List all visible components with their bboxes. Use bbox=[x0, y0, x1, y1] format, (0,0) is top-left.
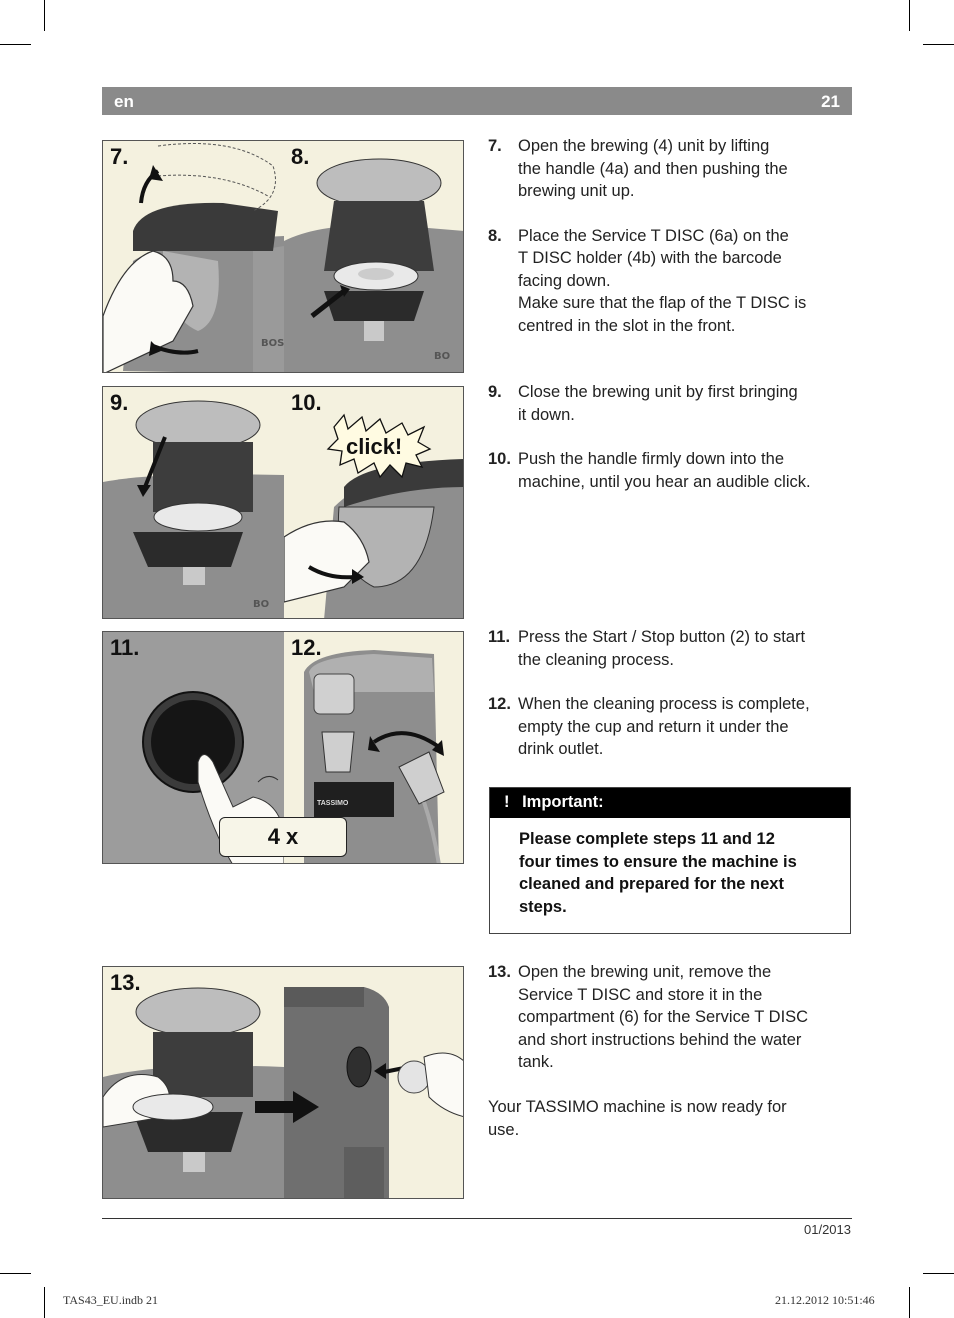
step-number: 10. bbox=[488, 450, 511, 468]
step-text-line: empty the cup and return it under the bbox=[518, 717, 789, 736]
illustration-step-9 bbox=[103, 387, 285, 618]
step-11 bbox=[488, 626, 854, 671]
machine-brand-label: TASSIMO bbox=[317, 800, 349, 807]
crop-mark bbox=[923, 44, 954, 45]
svg-text:BO: BO bbox=[434, 351, 451, 362]
step-text-line: the cleaning process. bbox=[518, 650, 674, 669]
steps-9-10 bbox=[488, 381, 854, 493]
illustration-panel-11-12 bbox=[102, 631, 464, 864]
illustration-panel-9-10 bbox=[102, 386, 464, 619]
step-label-9: 9. bbox=[110, 390, 129, 415]
important-line: steps. bbox=[519, 897, 567, 916]
step-7 bbox=[488, 135, 854, 203]
closing-line: Your TASSIMO machine is now ready for bbox=[488, 1098, 787, 1116]
step-text-line: Close the brewing unit by first bringing bbox=[518, 383, 798, 401]
important-mark: ! bbox=[504, 793, 510, 811]
important-line: Please complete steps 11 and 12 bbox=[519, 830, 775, 848]
step-text-line: compartment (6) for the Service T DISC bbox=[518, 1008, 809, 1026]
print-slug-file: TAS43_EU.indb 21 bbox=[63, 1293, 159, 1307]
step-number: 7. bbox=[488, 137, 502, 155]
step-number: 11. bbox=[488, 628, 511, 646]
step-number: 12. bbox=[488, 695, 511, 713]
step-number: 9. bbox=[488, 383, 502, 401]
step-text-line: Push the handle firmly down into the bbox=[518, 450, 784, 468]
steps-11-12 bbox=[488, 626, 854, 761]
page-header bbox=[102, 87, 852, 115]
step-text-line: Service T DISC and store it in the bbox=[518, 985, 763, 1004]
step-text-line: Make sure that the flap of the T DISC is bbox=[518, 294, 807, 312]
crop-mark bbox=[909, 1287, 910, 1318]
svg-text:BOS: BOS bbox=[261, 338, 284, 349]
crop-mark bbox=[909, 0, 910, 31]
arrow-right-icon bbox=[253, 1087, 323, 1127]
important-body bbox=[519, 828, 844, 918]
step-label-10: 10. bbox=[291, 390, 322, 415]
click-callout: click! bbox=[346, 434, 403, 459]
step-12 bbox=[488, 693, 854, 761]
step-label-7: 7. bbox=[110, 144, 129, 169]
step-text-line: Place the Service T DISC (6a) on the bbox=[518, 226, 789, 245]
edition-date: 01/2013 bbox=[804, 1222, 851, 1237]
illustration-panel-7-8 bbox=[102, 140, 464, 373]
step-label-11: 11. bbox=[110, 635, 140, 660]
step-text-line: tank. bbox=[518, 1053, 554, 1071]
illustration-step-7 bbox=[103, 141, 285, 372]
step-text-line: When the cleaning process is complete, bbox=[518, 695, 810, 713]
illustration-step-8 bbox=[284, 141, 464, 372]
illustration-panel-13 bbox=[102, 966, 464, 1199]
step-text-line: Open the brewing unit, remove the bbox=[518, 963, 772, 981]
page-number: 21 bbox=[821, 92, 840, 111]
footer-rule bbox=[102, 1218, 852, 1219]
crop-mark bbox=[923, 1273, 954, 1274]
step-13 bbox=[488, 961, 854, 1074]
svg-text:BO: BO bbox=[253, 599, 270, 610]
illustration-step-13-storage bbox=[284, 967, 464, 1198]
step-text-line: centred in the slot in the front. bbox=[518, 316, 736, 335]
step-text-line: Open the brewing (4) unit by lifting bbox=[518, 137, 770, 155]
step-text-line: Press the Start / Stop button (2) to start bbox=[518, 628, 806, 646]
closing-text bbox=[488, 1096, 848, 1141]
crop-mark bbox=[0, 44, 31, 45]
step-10 bbox=[488, 448, 854, 493]
step-label-12: 12. bbox=[291, 635, 322, 660]
step-text-line: T DISC holder (4b) with the barcode bbox=[518, 249, 782, 267]
closing-line: use. bbox=[488, 1120, 520, 1139]
illustration-step-10 bbox=[284, 387, 464, 618]
step-text-line: machine, until you hear an audible click. bbox=[518, 472, 811, 491]
crop-mark bbox=[44, 1287, 45, 1318]
step-text-line: facing down. bbox=[518, 271, 611, 290]
step-label-13: 13. bbox=[110, 970, 141, 995]
crop-mark bbox=[44, 0, 45, 31]
step-label-8: 8. bbox=[291, 144, 310, 169]
step-9 bbox=[488, 381, 854, 426]
important-line: cleaned and prepared for the next bbox=[519, 875, 784, 893]
step-8 bbox=[488, 225, 854, 338]
step-text-line: drink outlet. bbox=[518, 740, 604, 758]
illustration-step-13 bbox=[103, 967, 285, 1198]
important-title: Important: bbox=[522, 793, 604, 811]
step-text-line: brewing unit up. bbox=[518, 182, 635, 200]
repeat-count-badge bbox=[219, 817, 347, 857]
print-slug-timestamp: 21.12.2012 10:51:46 bbox=[775, 1293, 875, 1307]
important-header bbox=[490, 788, 850, 818]
step-number: 13. bbox=[488, 963, 511, 981]
important-notice bbox=[489, 787, 851, 934]
step-number: 8. bbox=[488, 226, 502, 245]
important-line: four times to ensure the machine is bbox=[519, 852, 797, 871]
step-text-line: it down. bbox=[518, 405, 575, 424]
crop-mark bbox=[0, 1273, 31, 1274]
step-text-line: the handle (4a) and then pushing the bbox=[518, 159, 788, 178]
repeat-count-text: 4 x bbox=[267, 824, 299, 849]
step-text-line: and short instructions behind the water bbox=[518, 1030, 802, 1049]
language-code: en bbox=[114, 92, 134, 111]
steps-7-8 bbox=[488, 135, 854, 337]
steps-13 bbox=[488, 961, 854, 1074]
